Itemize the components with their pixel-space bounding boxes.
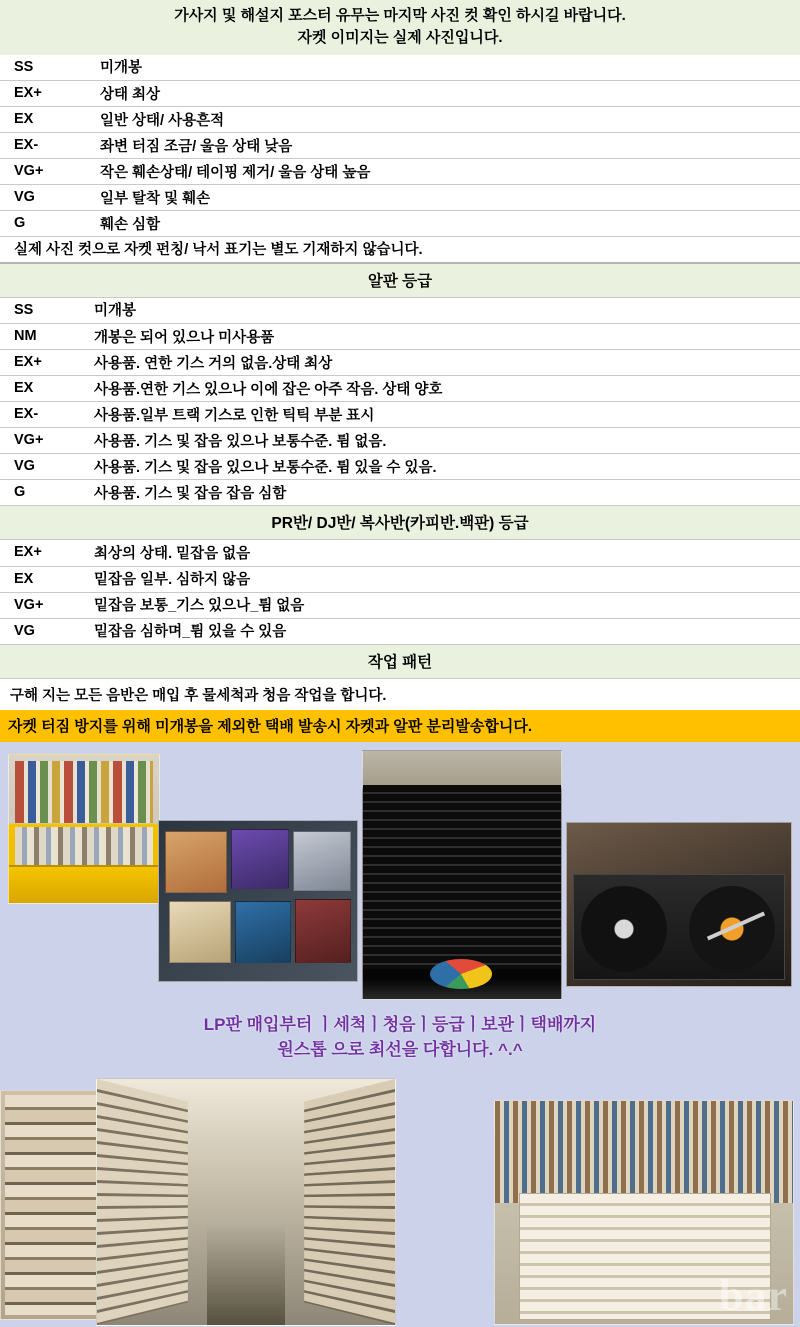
shipping-banner: 자켓 터짐 방지를 위해 미개봉을 제외한 택배 발송시 자켓과 알판 분리발송합니다. bbox=[0, 710, 800, 742]
slogan-line-2: 원스톱 으로 최선을 다합니다. ^.^ bbox=[277, 1040, 523, 1059]
table-row bbox=[0, 428, 800, 454]
photo-collage bbox=[0, 742, 800, 1327]
table-row bbox=[0, 402, 800, 428]
grade-desc: 사용품. 기스 및 잡음 잡음 심함 bbox=[86, 480, 800, 506]
slogan bbox=[0, 1012, 800, 1063]
grade-desc: 개봉은 되어 있으나 미사용품 bbox=[86, 324, 800, 350]
grade-code: EX- bbox=[0, 402, 86, 428]
table-row bbox=[0, 298, 800, 324]
slogan-line-1: LP판 매입부터 ㅣ세척ㅣ청음ㅣ등급ㅣ보관ㅣ택배까지 bbox=[203, 1014, 597, 1034]
grade-code: EX- bbox=[0, 133, 92, 159]
grade-code: G bbox=[0, 480, 86, 506]
aisle-shelf-left bbox=[97, 1079, 188, 1325]
grade-code: EX+ bbox=[0, 81, 92, 107]
jacket-note-row bbox=[0, 237, 800, 263]
table-row bbox=[0, 211, 800, 237]
table-row bbox=[0, 376, 800, 402]
table-row bbox=[0, 592, 800, 618]
grade-desc: 사용품.일부 트랙 기스로 인한 틱틱 부분 표시 bbox=[86, 402, 800, 428]
photo-turntables bbox=[566, 822, 792, 987]
aisle-floor bbox=[207, 1221, 285, 1324]
table-row bbox=[0, 324, 800, 350]
grade-desc: 훼손 심함 bbox=[92, 211, 800, 237]
grade-code: VG+ bbox=[0, 159, 92, 185]
grade-desc: 작은 훼손상태/ 테이핑 제거/ 울음 상태 높음 bbox=[92, 159, 800, 185]
grade-code: VG+ bbox=[0, 592, 86, 618]
grade-code: VG bbox=[0, 454, 86, 480]
grade-desc: 밑잡음 보통_기스 있으나_튐 없음 bbox=[86, 592, 800, 618]
watermark: bar bbox=[719, 1270, 788, 1320]
table-row bbox=[0, 81, 800, 107]
table-row bbox=[0, 107, 800, 133]
grade-code: EX bbox=[0, 376, 86, 402]
grade-desc: 사용품. 연한 기스 거의 없음.상태 최상 bbox=[86, 350, 800, 376]
table-row bbox=[0, 480, 800, 506]
aisle-shelf-right bbox=[304, 1079, 395, 1325]
album-sleeve bbox=[231, 829, 289, 889]
table-row bbox=[0, 566, 800, 592]
top-notice-line-1: 가사지 및 해설지 포스터 유무는 마지막 사진 컷 확인 하시길 바랍니다. bbox=[174, 7, 626, 24]
boxes-shelf-background bbox=[495, 1101, 793, 1204]
album-sleeve bbox=[295, 899, 351, 963]
promo-section-header: PR반/ DJ반/ 복사반(카피반.백판) 등급 bbox=[0, 506, 800, 540]
table-row bbox=[0, 454, 800, 480]
photo-vinyl-stack bbox=[362, 750, 562, 1000]
grade-desc: 사용품.연한 기스 있으나 이에 잡은 아주 작음. 상태 양호 bbox=[86, 376, 800, 402]
top-notice bbox=[0, 0, 800, 55]
grade-code: G bbox=[0, 211, 92, 237]
vinyl-label bbox=[430, 959, 492, 989]
grade-desc: 일부 탈착 및 훼손 bbox=[92, 185, 800, 211]
table-row bbox=[0, 159, 800, 185]
photo-record-crate bbox=[8, 754, 160, 904]
photo-storage-aisle bbox=[96, 1078, 396, 1326]
grade-desc: 밑잡음 심하며_튐 있을 수 있음 bbox=[86, 618, 800, 644]
grade-code: VG bbox=[0, 618, 86, 644]
grade-code: VG+ bbox=[0, 428, 86, 454]
grade-code: VG bbox=[0, 185, 92, 211]
grade-desc: 사용품. 기스 및 잡음 있으나 보통수준. 튐 있을 수 있음. bbox=[86, 454, 800, 480]
grade-code: SS bbox=[0, 298, 86, 324]
record-sleeves-row-2 bbox=[15, 827, 153, 869]
vinyl-discs bbox=[363, 785, 561, 969]
grade-desc: 미개봉 bbox=[92, 55, 800, 81]
top-notice-line-2: 자켓 이미지는 실제 사진입니다. bbox=[297, 28, 503, 46]
turntable-platter-left bbox=[581, 886, 667, 972]
album-sleeve bbox=[293, 831, 351, 891]
grade-desc: 최상의 상태. 밑잡음 없음 bbox=[86, 540, 800, 566]
grade-code: EX bbox=[0, 566, 86, 592]
disc-section-header: 알판 등급 bbox=[0, 264, 800, 298]
work-description: 구해 지는 모든 음반은 매입 후 물세척과 청음 작업을 합니다. bbox=[10, 687, 387, 704]
grade-code: SS bbox=[0, 55, 92, 81]
table-row bbox=[0, 540, 800, 566]
work-section-header: 작업 패턴 bbox=[0, 645, 800, 679]
album-sleeve bbox=[235, 901, 291, 963]
grade-desc: 사용품. 기스 및 잡음 있으나 보통수준. 튐 없음. bbox=[86, 428, 800, 454]
grade-code: EX+ bbox=[0, 350, 86, 376]
table-row bbox=[0, 350, 800, 376]
table-row bbox=[0, 185, 800, 211]
grade-desc: 미개봉 bbox=[86, 298, 800, 324]
promo-grade-table bbox=[0, 540, 800, 645]
album-sleeve bbox=[165, 831, 227, 893]
grade-code: EX bbox=[0, 107, 92, 133]
grade-desc: 좌변 터짐 조금/ 울음 상태 낮음 bbox=[92, 133, 800, 159]
grade-code: EX+ bbox=[0, 540, 86, 566]
disc-grade-table bbox=[0, 298, 800, 507]
jacket-grade-table bbox=[0, 55, 800, 264]
grade-desc: 상태 최상 bbox=[92, 81, 800, 107]
yellow-crate bbox=[9, 865, 159, 903]
jacket-note: 실제 사진 컷으로 자켓 펀칭/ 낙서 표기는 별도 기재하지 않습니다. bbox=[0, 237, 800, 263]
record-sleeves-row bbox=[15, 761, 153, 823]
table-row bbox=[0, 133, 800, 159]
table-row bbox=[0, 618, 800, 644]
grade-code: NM bbox=[0, 324, 86, 350]
table-row bbox=[0, 55, 800, 81]
photo-album-sleeves bbox=[158, 820, 358, 982]
grade-desc: 밑잡음 일부. 심하지 않음 bbox=[86, 566, 800, 592]
grade-desc: 일반 상태/ 사용흔적 bbox=[92, 107, 800, 133]
album-sleeve bbox=[169, 901, 231, 963]
